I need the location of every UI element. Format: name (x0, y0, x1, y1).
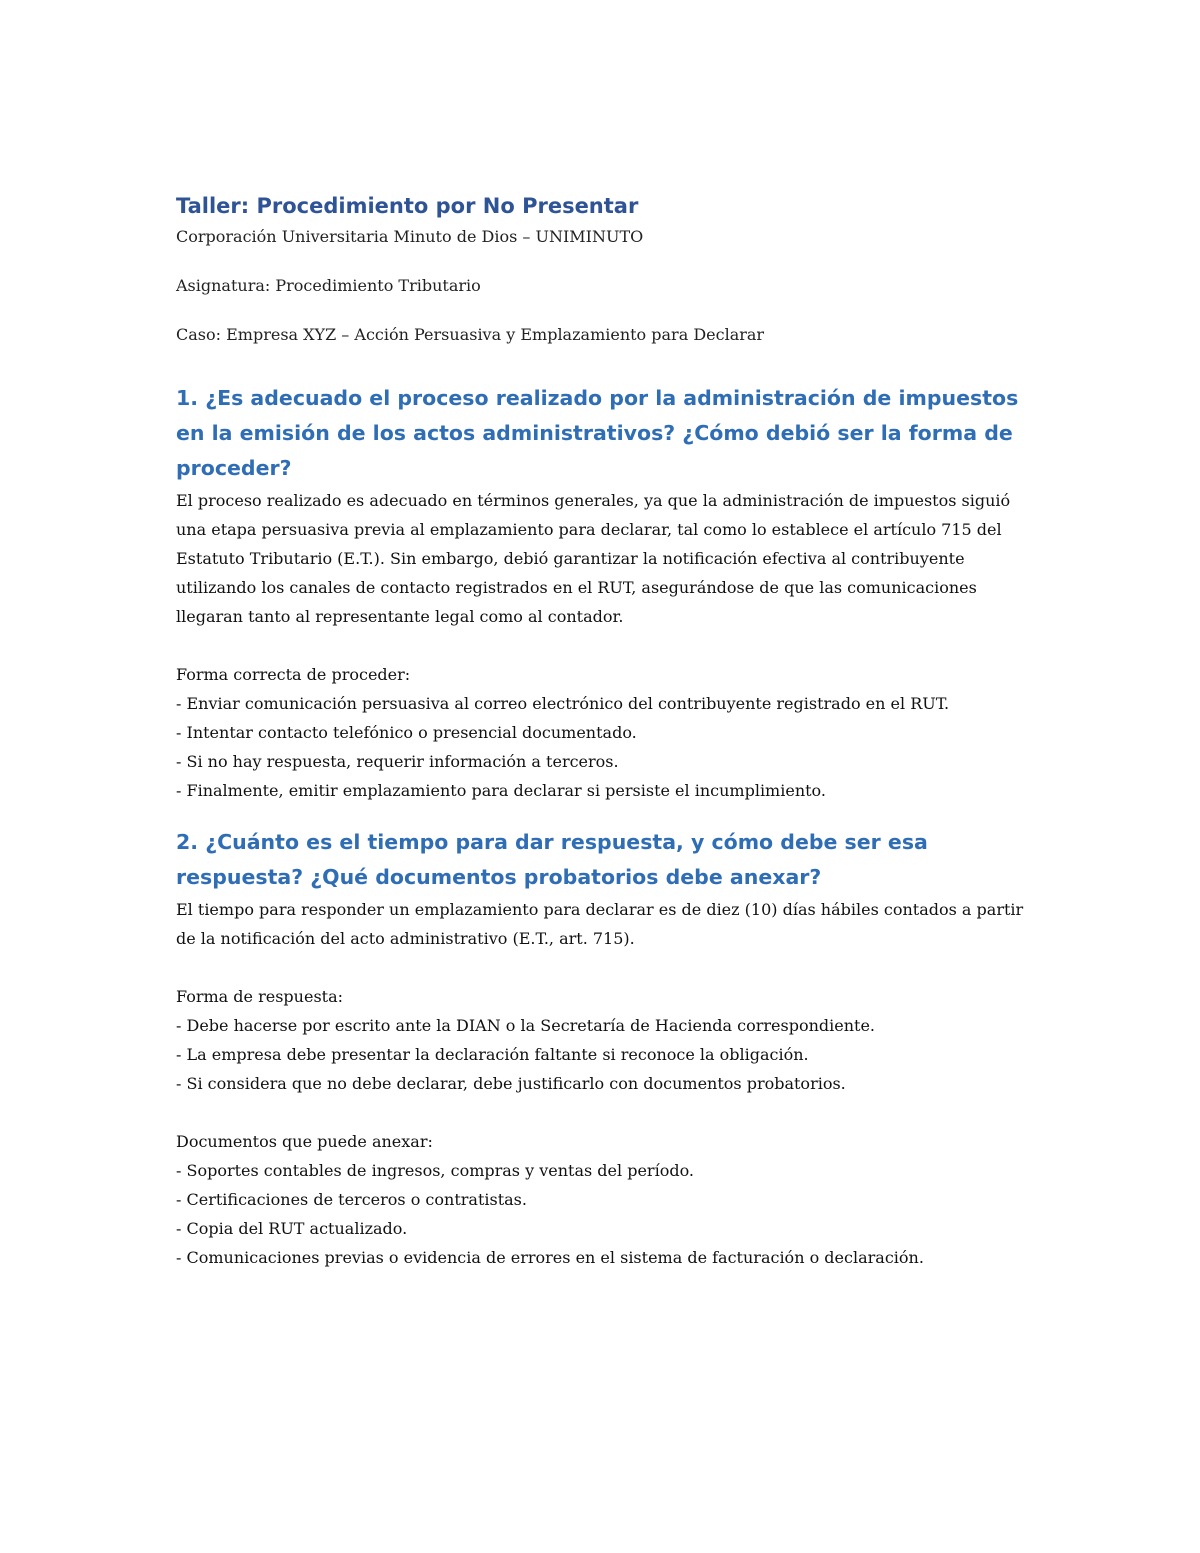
question-2-answer: El tiempo para responder un emplazamiento para declarar es de diez (10) días hábiles contados a partir de la notificación del acto administrativo (E.T., art. 715). (176, 900, 1024, 948)
list-item: - Si considera que no debe declarar, debe justificarlo con documentos probatorios. (176, 1074, 846, 1093)
list-item: - Debe hacerse por escrito ante la DIAN o la Secretaría de Hacienda correspondiente. (176, 1016, 875, 1035)
list-item: - Certificaciones de terceros o contratistas. (176, 1190, 527, 1209)
documents-list-title: Documentos que puede anexar: (176, 1132, 433, 1151)
list-item: - Enviar comunicación persuasiva al correo electrónico del contribuyente registrado en el RUT. (176, 694, 950, 713)
question-1-heading: 1. ¿Es adecuado el proceso realizado por la administración de impuestos en la emisión de los actos administrativos? ¿Cómo debió ser la forma de proceder? (176, 386, 1019, 480)
document-title: Taller: Procedimiento por No Presentar (176, 194, 639, 218)
procedure-list-title: Forma correcta de proceder: (176, 665, 411, 684)
spacer (176, 631, 1036, 660)
spacer (176, 953, 1036, 982)
case-line: Caso: Empresa XYZ – Acción Persuasiva y Emplazamiento para Declarar (176, 325, 765, 344)
list-item: - Comunicaciones previas o evidencia de errores en el sistema de facturación o declaración. (176, 1248, 924, 1267)
list-item: - Copia del RUT actualizado. (176, 1219, 408, 1238)
spacer (176, 1098, 1036, 1127)
document-content (176, 190, 1036, 1272)
list-item: - Si no hay respuesta, requerir información a terceros. (176, 752, 619, 771)
institution-line: Corporación Universitaria Minuto de Dios – UNIMINUTO (176, 227, 644, 246)
question-2-heading: 2. ¿Cuánto es el tiempo para dar respuesta, y cómo debe ser esa respuesta? ¿Qué documentos probatorios debe anexar? (176, 830, 928, 889)
list-item: - La empresa debe presentar la declaración faltante si reconoce la obligación. (176, 1045, 809, 1064)
list-item: - Finalmente, emitir emplazamiento para declarar si persiste el incumplimiento. (176, 781, 826, 800)
response-list-title: Forma de respuesta: (176, 987, 344, 1006)
list-item: - Soportes contables de ingresos, compras y ventas del período. (176, 1161, 694, 1180)
list-item: - Intentar contacto telefónico o presencial documentado. (176, 723, 637, 742)
subject-line: Asignatura: Procedimiento Tributario (176, 276, 481, 295)
question-1-answer: El proceso realizado es adecuado en términos generales, ya que la administración de impuestos siguió una etapa persuasiva previa al emplazamiento para declarar, tal como lo establece el artículo 715 del Estatuto Tributario (E.T.). Sin embargo, debió garantizar la notificación efectiva al contribuyente utilizando los canales de contacto registrados en el RUT, asegurándose de que las comunicaciones llegaran tanto al representante legal como al contador. (176, 491, 1011, 626)
section-gap (176, 805, 1036, 825)
